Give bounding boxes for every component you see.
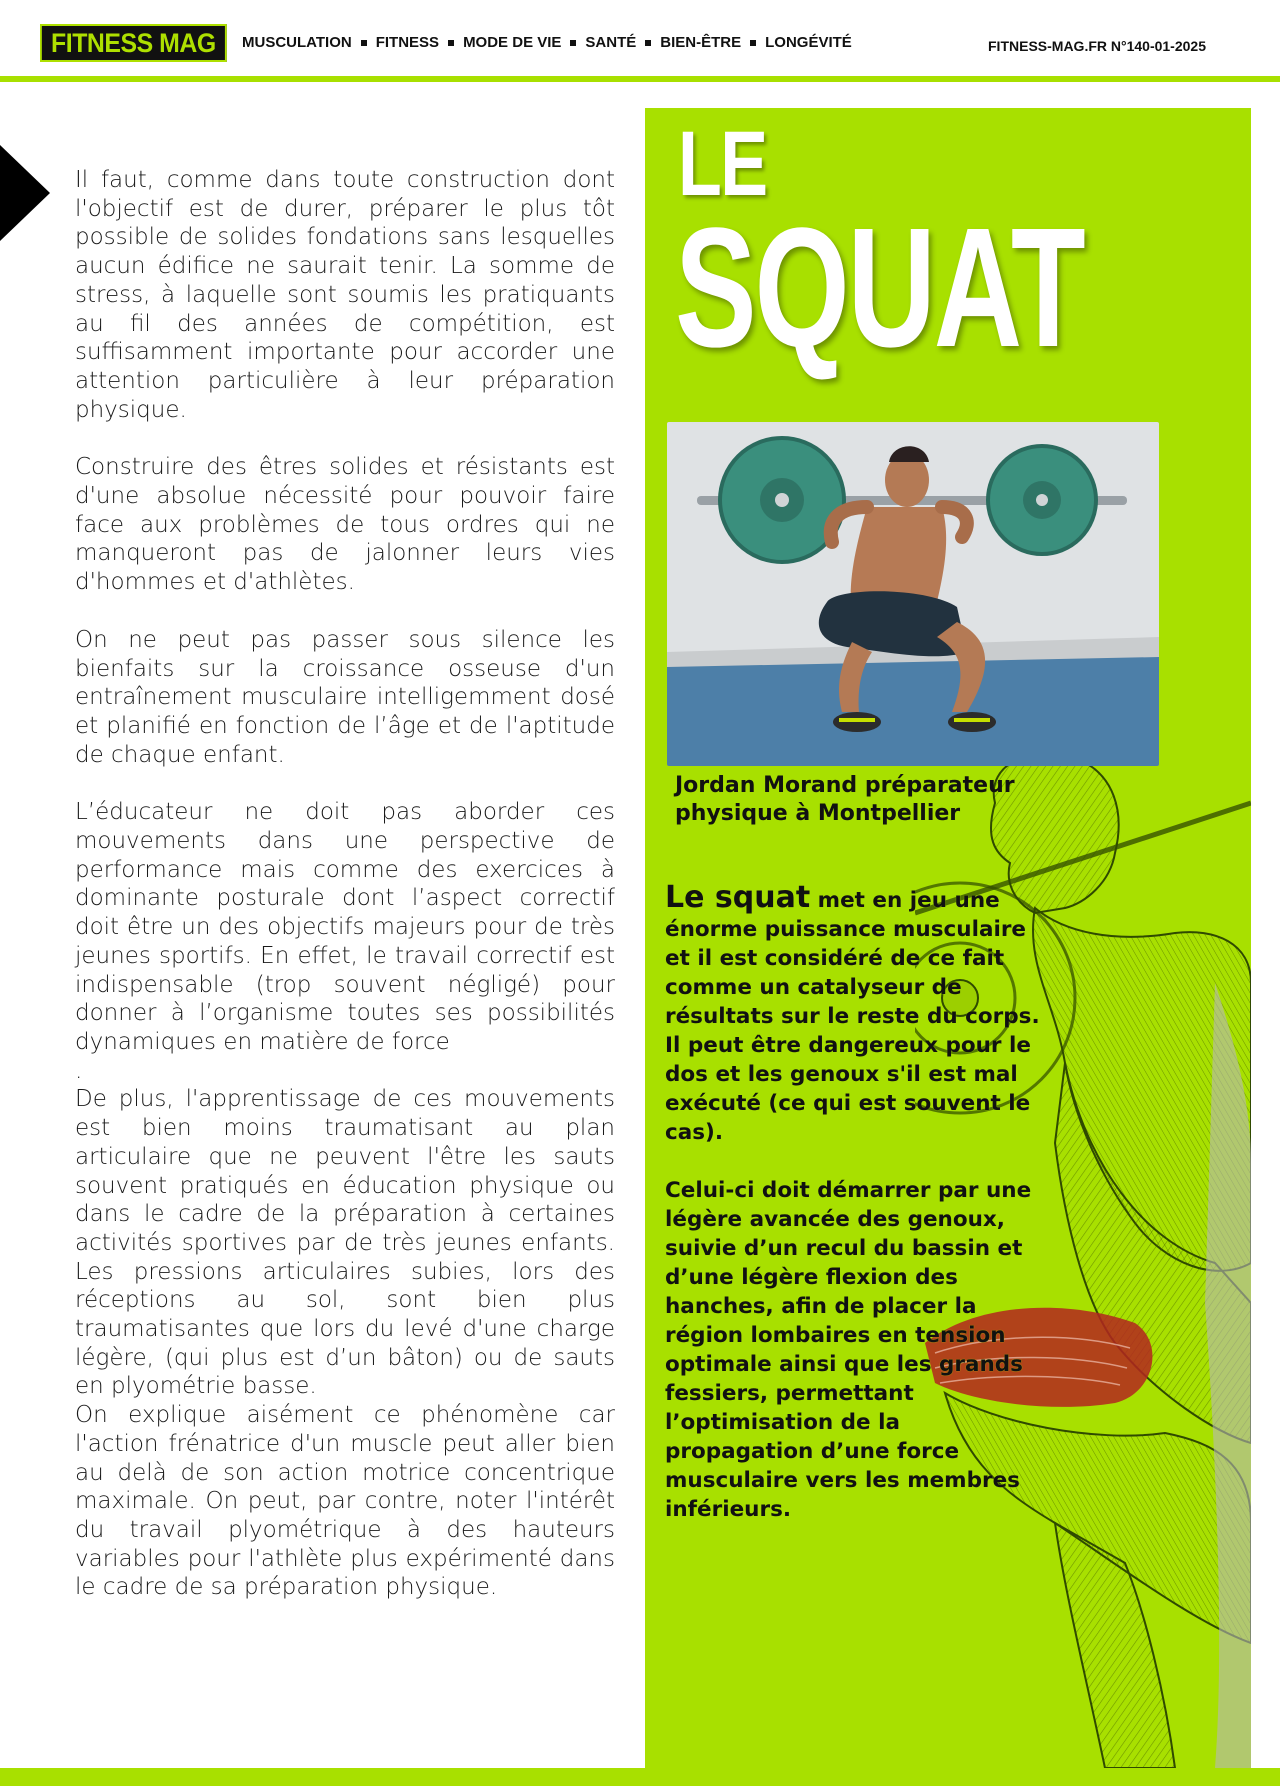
nav-separator — [750, 40, 756, 46]
article-paragraph: De plus, l'apprentissage de ces mouvements est bien moins traumatisant au plan articulaire que ne peuvent l'être les sauts souvent pratiqués en éducation physique ou dans le cadre de la préparation à certaines activités sportives par de très jeunes enfants. Les pressions articulaires subies, lors des réceptions au sol, sont bien plus traumatisantes que lors du levé d'une charge légère, (qui plus est d’un bâton) ou de sauts en plyométrie basse. — [75, 1086, 615, 1400]
article-paragraph: L’éducateur ne doit pas aborder ces mouvements dans une perspective de performance mais comme des exercices à dominante posturale dont l’aspect correctif doit être un des objectifs majeurs pour de très jeunes sportifs. En effet, le travail correctif est indispensable (trop souvent négligé) pour donner à l’organisme toutes ses possibilités dynamiques en matière de force — [75, 799, 615, 1055]
squat-info — [665, 880, 1040, 1553]
nav-separator — [645, 40, 651, 46]
nav-separator — [361, 40, 367, 46]
article-paragraph: Il faut, comme dans toute construction dont l'objectif est de durer, préparer le plus tôt possible de solides fondations sans lesquelles aucun édifice ne saurait tenir. La somme de stress, à laquelle sont soumis les pratiquants au fil des années de compétition, est suffisamment importante pour accorder une attention particulière à leur préparation physique. — [75, 167, 615, 423]
title-squat: SQUAT — [675, 193, 1084, 383]
title-le: LE — [678, 113, 767, 215]
nav-item-mode-de-vie[interactable]: MODE DE VIE — [463, 34, 562, 51]
nav-item-musculation[interactable]: MUSCULATION — [242, 34, 352, 51]
nav-item-longevite[interactable]: LONGÉVITÉ — [765, 34, 852, 51]
header-divider — [0, 76, 1280, 82]
section-nav — [242, 34, 852, 51]
article-paragraph: . — [75, 1057, 83, 1084]
info-paragraph: Celui-ci doit démarrer par une légère avancée des genoux, suivie d’un recul du bassin et d’une légère flexion des hanches, afin de placer la région lombaires en tension optimale ainsi que les grands fessiers, permettant l’optimisation de la propagation d’une force musculaire vers les membres inférieurs. — [665, 1178, 1032, 1522]
magazine-logo[interactable]: FITNESS MAG — [40, 24, 227, 62]
athlete-photo — [667, 422, 1159, 766]
nav-item-bien-etre[interactable]: BIEN-ÊTRE — [660, 34, 742, 51]
info-text: met en jeu une énorme puissance musculaire et il est considéré de ce fait comme un catalyseur de résultats sur le reste du corps. — [665, 888, 1040, 1029]
nav-item-sante[interactable]: SANTÉ — [585, 34, 637, 51]
nav-item-fitness[interactable]: FITNESS — [375, 34, 440, 51]
article-paragraph: Construire des êtres solides et résistants est d'une absolue nécessité pour pouvoir faire face aux problèmes de tous ordres qui ne manqueront pas de jalonner leurs vies d'hommes et d'athlètes. — [75, 454, 615, 596]
info-lead: Le squat — [665, 880, 811, 915]
info-paragraph — [665, 880, 1040, 1031]
nav-separator — [448, 40, 454, 46]
issue-number: FITNESS-MAG.FR N°140-01-2025 — [988, 38, 1206, 54]
footer-band — [0, 1768, 1280, 1786]
page-header — [0, 0, 1280, 86]
article-paragraph: On ne peut pas passer sous silence les bienfaits sur la croissance osseuse d'un entraînement musculaire intelligemment dosé et planifié en fonction de l’âge et de l'aptitude de chaque enfant. — [75, 626, 615, 768]
nav-separator — [570, 40, 576, 46]
article-body — [75, 166, 615, 1602]
info-paragraph: Il peut être dangereux pour le dos et les genoux s'il est mal exécuté (ce qui est souvent le cas). — [665, 1033, 1031, 1145]
photo-caption: Jordan Morand préparateur physique à Montpellier — [675, 773, 1015, 826]
feature-panel — [645, 108, 1251, 1768]
article-paragraph: On explique aisément ce phénomène car l'action frénatrice d'un muscle peut aller bien au delà de son action motrice concentrique maximale. On peut, par contre, noter l'intérêt du travail plyométrique à des hauteurs variables pour l'athlète plus expérimenté dans le cadre de sa préparation physique. — [75, 1402, 615, 1601]
arrow-marker-icon — [0, 145, 50, 241]
